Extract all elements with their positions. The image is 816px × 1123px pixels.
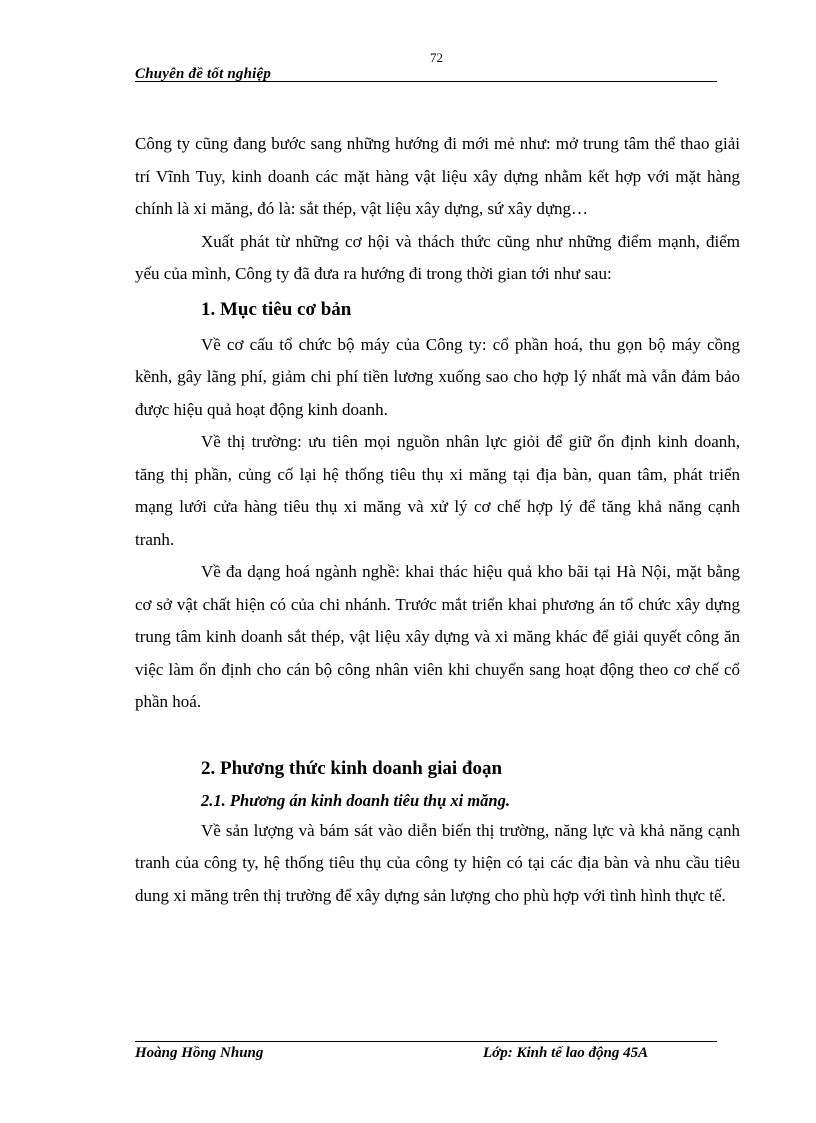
footer-class: Lớp: Kinh tế lao động 45A [483, 1045, 649, 1061]
paragraph-6: Về sản lượng và bám sát vào diễn biến thị trường, năng lực và khả năng cạnh tranh của công ty, hệ thống tiêu thụ của công ty hiện có tại các địa bàn và nhu cầu tiêu dung xi măng trên thị trường để xây dựng sản lượng cho phù hợp với tình hình thực tế. [135, 820, 740, 905]
document-body [135, 128, 740, 912]
footer-rule [135, 1041, 717, 1042]
section-spacer [135, 719, 740, 751]
header-rule [135, 81, 717, 82]
footer-author: Hoàng Hồng Nhung [135, 1045, 264, 1061]
paragraph-4: Về thị trường: ưu tiên mọi nguồn nhân lực giỏi để giữ ổn định kinh doanh, tăng thị phần, củng cố lại hệ thống tiêu thụ xi măng tại địa bàn, quan tâm, phát triển mạng lưới cửa hàng tiêu thụ xi măng và xử lý cơ chế hợp lý để tăng khả năng cạnh tranh. [135, 432, 740, 549]
subsection-heading-2-1: 2.1. Phương án kinh doanh tiêu thụ xi măng. [201, 790, 510, 810]
paragraph-1: Công ty cũng đang bước sang những hướng đi mới mẻ như: mở trung tâm thể thao giải trí Vĩnh Tuy, kinh doanh các mặt hàng vật liệu xây dựng nhằm kết hợp với mặt hàng chính là xi măng, đó là: sắt thép, vật liệu xây dựng, sứ xây dựng… [135, 134, 740, 218]
header-title: Chuyên đề tốt nghiệp [135, 66, 272, 82]
section-heading-2: 2. Phương thức kinh doanh giai đoạn [201, 757, 503, 779]
section-heading-1: 1. Mục tiêu cơ bản [201, 298, 352, 320]
paragraph-2: Xuất phát từ những cơ hội và thách thức cũng như những điểm mạnh, điểm yếu của mình, Công ty đã đưa ra hướng đi trong thời gian tới như sau: [135, 231, 740, 283]
paragraph-5: Về đa dạng hoá ngành nghề: khai thác hiệu quả kho bãi tại Hà Nội, mặt bằng cơ sở vật chất hiện có của chi nhánh. Trước mắt triển khai phương án tổ chức xây dựng trung tâm kinh doanh sắt thép, vật liệu xây dựng và xi măng khác để giải quyết công ăn việc làm ổn định cho cán bộ công nhân viên khi chuyển sang hoạt động theo cơ chế cổ phần hoá. [135, 562, 740, 711]
page-number: 72 [430, 50, 443, 65]
paragraph-3: Về cơ cấu tổ chức bộ máy của Công ty: cổ phần hoá, thu gọn bộ máy cồng kềnh, gây lãng phí, giảm chi phí tiền lương xuống sao cho hợp lý nhất mà vẫn đảm bảo được hiệu quả hoạt động kinh doanh. [135, 334, 740, 419]
